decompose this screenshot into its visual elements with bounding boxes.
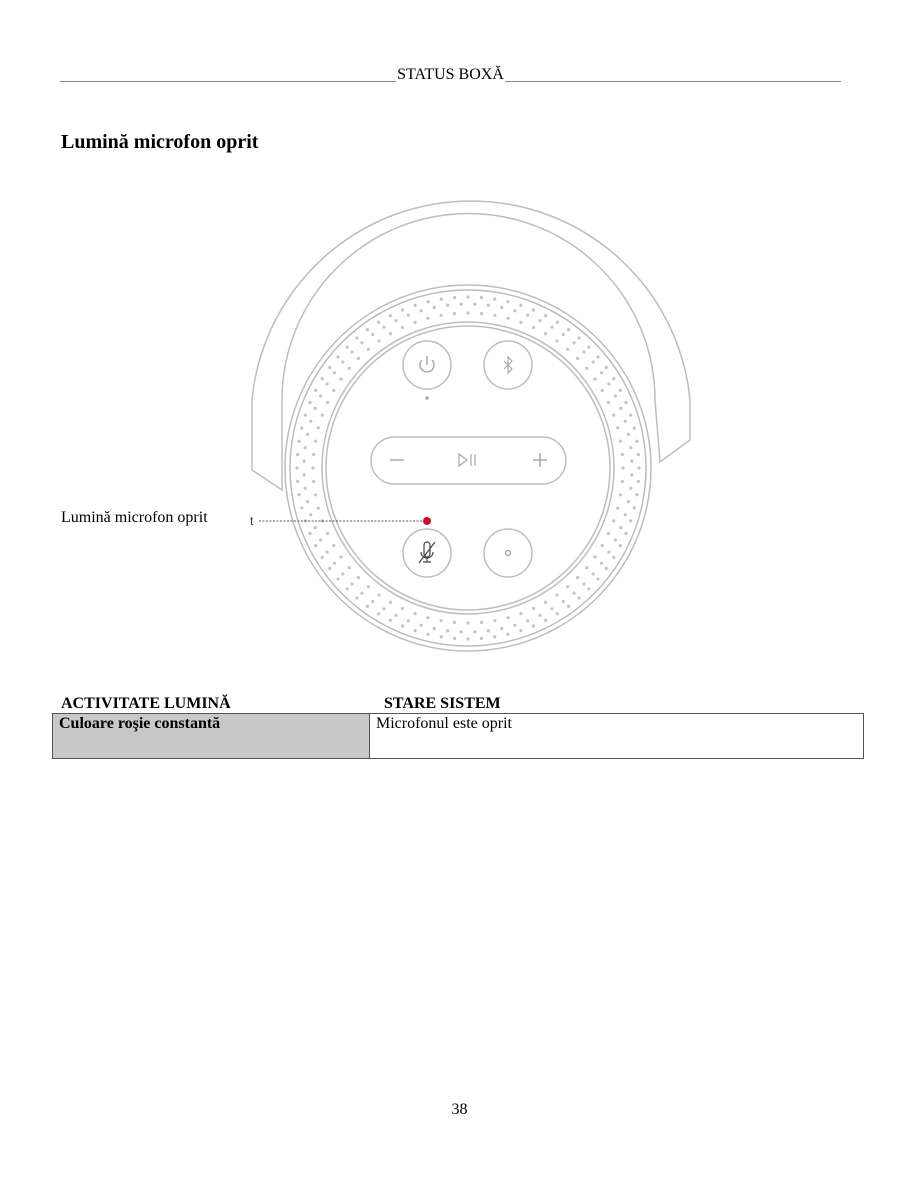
grille-dot [627, 500, 630, 503]
grille-dot [572, 341, 575, 344]
grille-dot [333, 562, 336, 565]
grille-dot [332, 544, 335, 547]
grille-dot [582, 350, 585, 353]
status-table [52, 713, 864, 759]
grille-dot [576, 357, 579, 360]
grille-dot [480, 621, 483, 624]
grille-dot [300, 506, 303, 509]
grille-dot [507, 317, 510, 320]
grille-dot [328, 567, 331, 570]
grille-dot [601, 389, 604, 392]
grille-dot [612, 377, 615, 380]
grille-dot [394, 319, 397, 322]
grille-dot [321, 556, 324, 559]
grille-dot [493, 298, 496, 301]
grille-dot [321, 377, 324, 380]
grille-dot [593, 555, 596, 558]
grille-dot [619, 493, 622, 496]
grille-dot [401, 607, 404, 610]
grille-dot [453, 637, 456, 640]
grille-dot [389, 601, 392, 604]
grille-dot [446, 304, 449, 307]
grille-dot [345, 587, 348, 590]
grille-dot [605, 567, 608, 570]
grille-dot [326, 401, 329, 404]
grille-dot [607, 532, 610, 535]
grille-dot [333, 371, 336, 374]
grille-dot [629, 414, 632, 417]
header-title: STATUS BOXĂ [397, 66, 504, 83]
grille-dot [500, 306, 503, 309]
grille-dot [507, 616, 510, 619]
grille-dot [414, 304, 417, 307]
grille-dot [304, 414, 307, 417]
grille-dot [624, 513, 627, 516]
grille-dot [629, 519, 632, 522]
grille-dot [480, 637, 483, 640]
grille-dot [550, 607, 553, 610]
grille-dot [637, 480, 640, 483]
grille-dot [312, 480, 315, 483]
grille-dot [308, 532, 311, 535]
grille-dot [630, 473, 633, 476]
grille-dot [453, 296, 456, 299]
grille-dot [466, 311, 469, 314]
grille-dot [633, 426, 636, 429]
table-header-activity: ACTIVITATE LUMINĂ [61, 695, 231, 712]
grille-dot [572, 592, 575, 595]
speaker-body-outer [285, 285, 651, 651]
table-row [53, 714, 864, 759]
grille-dot [304, 487, 307, 490]
grille-dot [355, 336, 358, 339]
grille-dot [328, 366, 331, 369]
grille-dot [619, 526, 622, 529]
grille-dot [426, 633, 429, 636]
grille-dot [366, 328, 369, 331]
grille-dot [377, 612, 380, 615]
grille-dot [350, 350, 353, 353]
grille-dot [311, 466, 314, 469]
grille-dot [556, 321, 559, 324]
grille-dot [480, 312, 483, 315]
grille-dot [377, 339, 380, 342]
grille-dot [532, 308, 535, 311]
grille-dot [629, 487, 632, 490]
grille-dot [439, 314, 442, 317]
grille-dot [621, 453, 624, 456]
table-header-state: STARE SISTEM [384, 695, 501, 712]
grille-dot [619, 544, 622, 547]
grille-dot [493, 635, 496, 638]
grille-dot [377, 321, 380, 324]
grille-dot [562, 333, 565, 336]
grille-dot [466, 295, 469, 298]
grille-dot [577, 596, 580, 599]
grille-dot [433, 306, 436, 309]
grille-dot [300, 426, 303, 429]
grille-dot [637, 466, 640, 469]
grille-dot [314, 389, 317, 392]
grille-dot [587, 587, 590, 590]
grille-dot [544, 332, 547, 335]
grille-dot [526, 619, 529, 622]
power-indicator-light [425, 396, 429, 400]
grille-dot [532, 326, 535, 329]
grille-dot [420, 309, 423, 312]
grille-dot [371, 600, 374, 603]
grille-dot [314, 439, 317, 442]
grille-dot [440, 298, 443, 301]
grille-dot [407, 619, 410, 622]
grille-dot [506, 300, 509, 303]
grille-dot [401, 624, 404, 627]
grille-dot [538, 319, 541, 322]
grille-dot [596, 355, 599, 358]
grille-dot [306, 500, 309, 503]
grille-dot [341, 572, 344, 575]
grille-dot [635, 493, 638, 496]
grille-dot [607, 401, 610, 404]
grille-dot [433, 627, 436, 630]
grille-dot [550, 326, 553, 329]
grille-dot [585, 566, 588, 569]
grille-dot [637, 453, 640, 456]
grille-dot [295, 466, 298, 469]
grille-dot [612, 413, 615, 416]
grille-dot [473, 303, 476, 306]
grille-dot [635, 440, 638, 443]
grille-dot [600, 371, 603, 374]
grille-dot [585, 367, 588, 370]
grille-dot [562, 600, 565, 603]
page-number: 38 [451, 1101, 468, 1118]
grille-dot [453, 621, 456, 624]
grille-dot [312, 453, 315, 456]
grille-dot [487, 629, 490, 632]
grille-dot [357, 576, 360, 579]
grille-dot [420, 624, 423, 627]
grille-dot [601, 544, 604, 547]
grille-dot [453, 312, 456, 315]
grille-dot [371, 333, 374, 336]
grille-dot [314, 544, 317, 547]
grille-dot [612, 556, 615, 559]
grille-dot [413, 321, 416, 324]
grille-dot [348, 566, 351, 569]
grille-dot [336, 355, 339, 358]
grille-dot [298, 440, 301, 443]
grille-dot [426, 616, 429, 619]
grille-dot [513, 624, 516, 627]
system-state-cell: Microfonul este oprit [370, 714, 864, 759]
grille-dot [367, 585, 370, 588]
grille-dot [355, 596, 358, 599]
grille-dot [532, 607, 535, 610]
grille-dot [593, 377, 596, 380]
grille-dot [519, 612, 522, 615]
grille-dot [566, 585, 569, 588]
grille-dot [304, 446, 307, 449]
callout-label: Lumină microfon oprit [61, 509, 208, 526]
grille-dot [326, 382, 329, 385]
grille-dot [519, 304, 522, 307]
callout-marker: t [250, 514, 254, 528]
grille-dot [306, 433, 309, 436]
grille-dot [298, 493, 301, 496]
grille-dot [544, 619, 547, 622]
grille-dot [314, 493, 317, 496]
grille-dot [506, 633, 509, 636]
grille-dot [339, 377, 342, 380]
grille-dot [538, 614, 541, 617]
grille-dot [566, 348, 569, 351]
grille-dot [592, 572, 595, 575]
grille-dot [576, 576, 579, 579]
grille-dot [612, 519, 615, 522]
grille-dot [317, 426, 320, 429]
grille-dot [345, 345, 348, 348]
grille-dot [513, 309, 516, 312]
grille-dot [350, 582, 353, 585]
grille-dot [377, 593, 380, 596]
grille-dot [309, 420, 312, 423]
grille-dot [440, 635, 443, 638]
grille-dot [341, 360, 344, 363]
grille-dot [621, 480, 624, 483]
grille-dot [314, 407, 317, 410]
grille-dot [596, 577, 599, 580]
grille-dot [487, 304, 490, 307]
grille-dot [389, 332, 392, 335]
grille-dot [426, 300, 429, 303]
grille-dot [357, 357, 360, 360]
grille-dot [544, 314, 547, 317]
grille-dot [619, 389, 622, 392]
grille-dot [630, 460, 633, 463]
grille-dot [326, 550, 329, 553]
grille-dot [605, 366, 608, 369]
grille-dot [339, 555, 342, 558]
grille-dot [303, 460, 306, 463]
grille-dot [308, 401, 311, 404]
grille-dot [326, 532, 329, 535]
grille-dot [460, 630, 463, 633]
grille-dot [319, 538, 322, 541]
grille-dot [614, 394, 617, 397]
grille-dot [303, 473, 306, 476]
grille-dot [592, 360, 595, 363]
grille-dot [401, 308, 404, 311]
grille-dot [319, 394, 322, 397]
grille-dot [633, 506, 636, 509]
grille-dot [493, 619, 496, 622]
grille-dot [577, 336, 580, 339]
grille-dot [567, 605, 570, 608]
grille-dot [607, 382, 610, 385]
grille-dot [556, 612, 559, 615]
light-activity-cell: Culoare roşie constantă [53, 714, 370, 759]
grille-dot [367, 348, 370, 351]
grille-dot [382, 607, 385, 610]
grille-dot [360, 592, 363, 595]
grille-dot [582, 582, 585, 585]
grille-dot [348, 367, 351, 370]
grille-dot [439, 619, 442, 622]
grille-dot [587, 345, 590, 348]
grille-dot [619, 439, 622, 442]
grille-dot [446, 629, 449, 632]
grille-dot [555, 339, 558, 342]
grille-dot [309, 513, 312, 516]
grille-dot [336, 577, 339, 580]
grille-dot [360, 341, 363, 344]
grille-dot [480, 296, 483, 299]
grille-dot [614, 538, 617, 541]
grille-dot [621, 466, 624, 469]
grille-dot [317, 507, 320, 510]
grille-dot [624, 401, 627, 404]
grille-dot [426, 317, 429, 320]
grille-dot [413, 612, 416, 615]
grille-dot [600, 562, 603, 565]
grille-dot [624, 420, 627, 423]
grille-dot [473, 630, 476, 633]
grille-dot [466, 637, 469, 640]
grille-dot [321, 413, 324, 416]
grille-dot [532, 624, 535, 627]
grille-dot [493, 314, 496, 317]
grille-dot [567, 328, 570, 331]
grille-dot [332, 389, 335, 392]
grille-dot [366, 605, 369, 608]
microphone-off-indicator-light [423, 517, 431, 525]
grille-dot [619, 407, 622, 410]
grille-dot [407, 314, 410, 317]
grille-dot [500, 627, 503, 630]
grille-dot [389, 619, 392, 622]
grille-dot [389, 314, 392, 317]
grille-dot [296, 480, 299, 483]
grille-dot [314, 526, 317, 529]
grille-dot [629, 446, 632, 449]
grille-dot [624, 532, 627, 535]
grille-dot [616, 426, 619, 429]
grille-dot [466, 621, 469, 624]
grille-dot [394, 614, 397, 617]
grille-dot [296, 453, 299, 456]
grille-dot [526, 314, 529, 317]
grille-dot [519, 629, 522, 632]
grille-dot [555, 593, 558, 596]
grille-dot [627, 433, 630, 436]
section-title: Lumină microfon oprit [61, 131, 259, 153]
grille-dot [414, 629, 417, 632]
grille-dot [460, 303, 463, 306]
grille-dot [382, 326, 385, 329]
grille-dot [616, 507, 619, 510]
grille-dot [544, 601, 547, 604]
grille-dot [401, 326, 404, 329]
grille-dot [607, 550, 610, 553]
grille-dot [519, 321, 522, 324]
